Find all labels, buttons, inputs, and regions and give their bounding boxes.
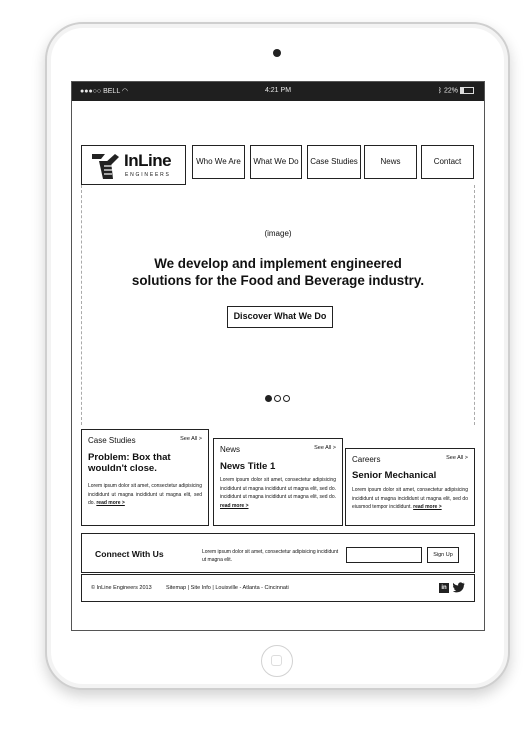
connect-description: Lorem ipsum dolor sit amet, consectetur adipisicing incididunt ut magna elit. [202, 549, 339, 563]
carrier-label: ●●●○○ BELL [80, 88, 120, 95]
home-button[interactable] [261, 645, 293, 677]
slide-dot-2[interactable] [274, 395, 281, 402]
slide-dot-3[interactable] [283, 395, 290, 402]
site-logo[interactable] [81, 145, 186, 185]
footer-copyright: © InLine Engineers 2013 [91, 585, 152, 591]
nav-contact[interactable]: Contact [421, 145, 474, 179]
bluetooth-icon: ᛒ [437, 87, 443, 95]
tablet-screen [71, 81, 485, 631]
logo-mark-icon [91, 151, 121, 181]
home-button-square-icon [271, 655, 282, 666]
twitter-icon[interactable] [453, 582, 465, 593]
card-title[interactable] [88, 452, 171, 474]
card-body-text: Lorem ipsum dolor sit amet, consectetur adipisicing incididunt ut magna incididunt ut magna elit, sed do. incididunt ut magna incididunt ut magna elit, sed do. [220, 477, 336, 501]
hero-headline-line-1: We develop and implement engineered [154, 256, 402, 271]
see-all-link[interactable]: See All > [446, 455, 468, 461]
connect-title: Connect With Us [95, 549, 164, 559]
battery-status [438, 87, 474, 94]
nav-who-we-are[interactable]: Who We Are [192, 145, 245, 179]
read-more-link[interactable]: read more > [220, 502, 249, 509]
card-body-text: Lorem ipsum dolor sit amet, consectetur adipisicing incididunt ut magna incididunt ut magna elit, sed do. [88, 483, 202, 507]
card-title-line-1: Problem: Box that [88, 452, 171, 463]
see-all-link[interactable]: See All > [314, 445, 336, 451]
sign-up-button[interactable]: Sign Up [427, 547, 459, 563]
slider-dots [265, 389, 292, 407]
card-body-text: Lorem ipsum dolor sit amet, consectetur adipisicing incididunt ut magna incididunt ut magna elit, sed do eiusmod tempor incididunt. [352, 487, 468, 511]
see-all-link[interactable]: See All > [180, 436, 202, 442]
card-body [352, 486, 468, 512]
camera-icon [273, 49, 281, 57]
slide-dot-1[interactable] [265, 395, 272, 402]
logo-tagline: ENGINEERS [125, 172, 171, 178]
case-studies-card [81, 429, 209, 526]
nav-case-studies[interactable]: Case Studies [307, 145, 361, 179]
card-title-line-2: wouldn't close. [88, 463, 157, 474]
card-section-label: Careers [352, 455, 381, 464]
status-bar [72, 82, 484, 101]
hero-image-placeholder: (image) [264, 229, 292, 238]
nav-what-we-do[interactable]: What We Do [250, 145, 302, 179]
read-more-link[interactable]: read more > [96, 500, 125, 507]
hero-border-left [81, 185, 82, 425]
hero-headline-line-2: solutions for the Food and Beverage industry. [131, 273, 425, 288]
footer [81, 574, 475, 602]
card-body [88, 482, 202, 508]
news-card [213, 438, 343, 526]
card-body [220, 476, 336, 510]
wifi-icon: ◠ [121, 88, 129, 95]
connect-section [81, 533, 475, 573]
discover-button[interactable]: Discover What We Do [227, 306, 333, 328]
linkedin-icon[interactable]: in [439, 583, 449, 593]
card-section-label: Case Studies [88, 436, 136, 445]
card-section-label: News [220, 445, 241, 454]
card-title[interactable]: Senior Mechanical [352, 470, 437, 481]
card-title[interactable]: News Title 1 [220, 461, 276, 472]
logo-name: InLine [124, 151, 172, 170]
hero-headline [72, 255, 484, 289]
status-time: 4:21 PM [264, 87, 292, 94]
footer-links[interactable]: Sitemap | Site Info | Louisville - Atlanta - Cincinnati [166, 585, 289, 591]
email-input[interactable] [346, 547, 422, 563]
battery-icon [460, 87, 474, 94]
careers-card [345, 448, 475, 526]
read-more-link[interactable]: read more > [413, 504, 442, 511]
nav-news[interactable]: News [364, 145, 417, 179]
hero-border-right [474, 185, 475, 425]
battery-percent: 22% [443, 87, 458, 95]
